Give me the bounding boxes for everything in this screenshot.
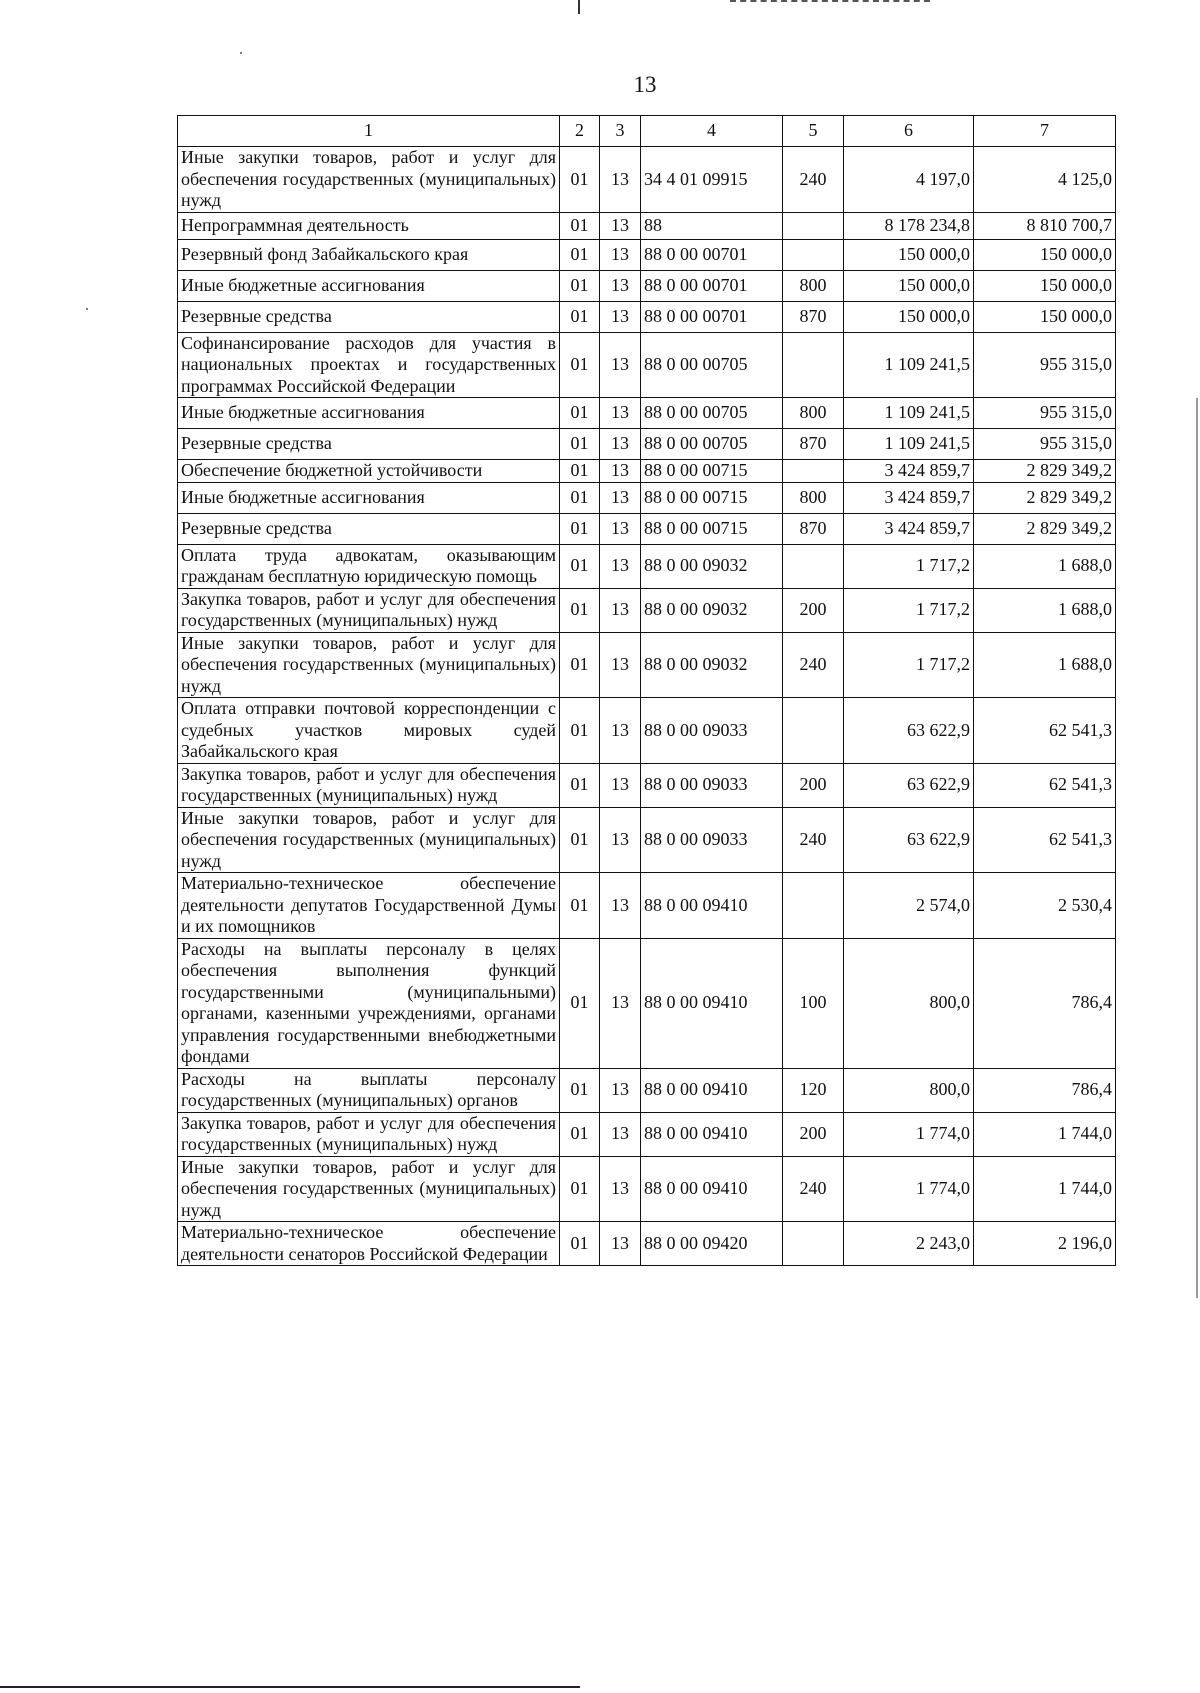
row-label: Иные закупки товаров, работ и услуг для обеспечения государственных (муниципальных) нужд bbox=[178, 147, 560, 213]
table-row bbox=[178, 938, 1116, 1068]
column-header: 6 bbox=[844, 116, 974, 147]
amount-year-1: 63 622,9 bbox=[844, 807, 974, 873]
column-header: 2 bbox=[560, 116, 600, 147]
table-row bbox=[178, 513, 1116, 544]
amount-year-1: 63 622,9 bbox=[844, 763, 974, 807]
table-row bbox=[178, 429, 1116, 460]
target-article-code: 88 0 00 00701 bbox=[641, 270, 783, 301]
amount-year-1: 63 622,9 bbox=[844, 698, 974, 764]
target-article-code: 88 0 00 09033 bbox=[641, 807, 783, 873]
subsection-code: 13 bbox=[600, 482, 641, 513]
row-label: Закупка товаров, работ и услуг для обеспечения государственных (муниципальных) нужд bbox=[178, 1112, 560, 1156]
expense-type-code bbox=[783, 212, 844, 239]
table-row bbox=[178, 873, 1116, 939]
table-row bbox=[178, 398, 1116, 429]
section-code: 01 bbox=[560, 1112, 600, 1156]
amount-year-2: 62 541,3 bbox=[974, 698, 1116, 764]
row-label: Резервные средства bbox=[178, 513, 560, 544]
row-label: Иные закупки товаров, работ и услуг для обеспечения государственных (муниципальных) нужд bbox=[178, 1156, 560, 1222]
table-row bbox=[178, 460, 1116, 483]
section-code: 01 bbox=[560, 588, 600, 632]
amount-year-2: 2 530,4 bbox=[974, 873, 1116, 939]
expense-type-code bbox=[783, 332, 844, 398]
table-row bbox=[178, 698, 1116, 764]
section-code: 01 bbox=[560, 513, 600, 544]
expense-type-code bbox=[783, 1222, 844, 1266]
amount-year-1: 150 000,0 bbox=[844, 301, 974, 332]
row-label: Резервные средства bbox=[178, 429, 560, 460]
expense-type-code: 870 bbox=[783, 301, 844, 332]
section-code: 01 bbox=[560, 332, 600, 398]
expense-type-code: 200 bbox=[783, 1112, 844, 1156]
section-code: 01 bbox=[560, 763, 600, 807]
scan-edge bbox=[1196, 398, 1198, 1298]
table-row bbox=[178, 212, 1116, 239]
table-row bbox=[178, 147, 1116, 213]
table-row bbox=[178, 632, 1116, 698]
row-label: Закупка товаров, работ и услуг для обеспечения государственных (муниципальных) нужд bbox=[178, 763, 560, 807]
row-label: Материально-техническое обеспечение деятельности сенаторов Российской Федерации bbox=[178, 1222, 560, 1266]
amount-year-1: 3 424 859,7 bbox=[844, 482, 974, 513]
amount-year-1: 1 774,0 bbox=[844, 1112, 974, 1156]
amount-year-2: 955 315,0 bbox=[974, 398, 1116, 429]
amount-year-2: 1 688,0 bbox=[974, 632, 1116, 698]
row-label: Иные закупки товаров, работ и услуг для обеспечения государственных (муниципальных) нужд bbox=[178, 807, 560, 873]
expense-type-code bbox=[783, 873, 844, 939]
section-code: 01 bbox=[560, 429, 600, 460]
section-code: 01 bbox=[560, 544, 600, 588]
row-label: Иные закупки товаров, работ и услуг для обеспечения государственных (муниципальных) нужд bbox=[178, 632, 560, 698]
target-article-code: 88 0 00 09033 bbox=[641, 763, 783, 807]
subsection-code: 13 bbox=[600, 632, 641, 698]
target-article-code: 88 0 00 09410 bbox=[641, 873, 783, 939]
section-code: 01 bbox=[560, 301, 600, 332]
row-label: Оплата отправки почтовой корреспонденции с судебных участков мировых судей Забайкальского края bbox=[178, 698, 560, 764]
subsection-code: 13 bbox=[600, 301, 641, 332]
expense-type-code: 240 bbox=[783, 147, 844, 213]
amount-year-1: 2 574,0 bbox=[844, 873, 974, 939]
amount-year-1: 800,0 bbox=[844, 938, 974, 1068]
amount-year-1: 3 424 859,7 bbox=[844, 460, 974, 483]
subsection-code: 13 bbox=[600, 873, 641, 939]
amount-year-1: 1 109 241,5 bbox=[844, 429, 974, 460]
amount-year-2: 2 829 349,2 bbox=[974, 460, 1116, 483]
expense-type-code bbox=[783, 544, 844, 588]
column-header: 7 bbox=[974, 116, 1116, 147]
subsection-code: 13 bbox=[600, 544, 641, 588]
amount-year-2: 2 829 349,2 bbox=[974, 513, 1116, 544]
row-label: Закупка товаров, работ и услуг для обеспечения государственных (муниципальных) нужд bbox=[178, 588, 560, 632]
table-row bbox=[178, 588, 1116, 632]
amount-year-1: 150 000,0 bbox=[844, 270, 974, 301]
scan-speck bbox=[86, 308, 88, 310]
amount-year-1: 1 774,0 bbox=[844, 1156, 974, 1222]
target-article-code: 88 0 00 09032 bbox=[641, 632, 783, 698]
amount-year-2: 2 829 349,2 bbox=[974, 482, 1116, 513]
target-article-code: 88 0 00 09410 bbox=[641, 1156, 783, 1222]
section-code: 01 bbox=[560, 239, 600, 270]
target-article-code: 88 0 00 00715 bbox=[641, 513, 783, 544]
expense-type-code: 240 bbox=[783, 632, 844, 698]
target-article-code: 88 0 00 09032 bbox=[641, 588, 783, 632]
subsection-code: 13 bbox=[600, 1222, 641, 1266]
row-label: Материально-техническое обеспечение деятельности депутатов Государственной Думы и их помощников bbox=[178, 873, 560, 939]
amount-year-2: 62 541,3 bbox=[974, 763, 1116, 807]
table-row bbox=[178, 1222, 1116, 1266]
subsection-code: 13 bbox=[600, 1156, 641, 1222]
page-number: 13 bbox=[633, 72, 657, 97]
target-article-code: 88 0 00 00705 bbox=[641, 429, 783, 460]
expense-type-code: 200 bbox=[783, 763, 844, 807]
subsection-code: 13 bbox=[600, 938, 641, 1068]
expense-type-code: 800 bbox=[783, 398, 844, 429]
section-code: 01 bbox=[560, 632, 600, 698]
amount-year-2: 8 810 700,7 bbox=[974, 212, 1116, 239]
subsection-code: 13 bbox=[600, 460, 641, 483]
expense-type-code bbox=[783, 460, 844, 483]
section-code: 01 bbox=[560, 482, 600, 513]
subsection-code: 13 bbox=[600, 270, 641, 301]
subsection-code: 13 bbox=[600, 763, 641, 807]
amount-year-1: 3 424 859,7 bbox=[844, 513, 974, 544]
scan-edge bbox=[0, 1686, 580, 1688]
subsection-code: 13 bbox=[600, 429, 641, 460]
table-row bbox=[178, 763, 1116, 807]
section-code: 01 bbox=[560, 270, 600, 301]
subsection-code: 13 bbox=[600, 332, 641, 398]
subsection-code: 13 bbox=[600, 513, 641, 544]
row-label: Иные бюджетные ассигнования bbox=[178, 398, 560, 429]
row-label: Резервный фонд Забайкальского края bbox=[178, 239, 560, 270]
expense-type-code: 870 bbox=[783, 429, 844, 460]
target-article-code: 88 0 00 00701 bbox=[641, 239, 783, 270]
expense-type-code: 200 bbox=[783, 588, 844, 632]
expense-type-code: 240 bbox=[783, 807, 844, 873]
row-label: Иные бюджетные ассигнования bbox=[178, 270, 560, 301]
target-article-code: 88 0 00 00715 bbox=[641, 460, 783, 483]
expense-type-code: 100 bbox=[783, 938, 844, 1068]
amount-year-1: 4 197,0 bbox=[844, 147, 974, 213]
amount-year-1: 2 243,0 bbox=[844, 1222, 974, 1266]
target-article-code: 88 bbox=[641, 212, 783, 239]
target-article-code: 88 0 00 00705 bbox=[641, 332, 783, 398]
column-header: 4 bbox=[641, 116, 783, 147]
amount-year-1: 8 178 234,8 bbox=[844, 212, 974, 239]
section-code: 01 bbox=[560, 398, 600, 429]
column-header: 5 bbox=[783, 116, 844, 147]
row-label: Непрограммная деятельность bbox=[178, 212, 560, 239]
amount-year-1: 1 109 241,5 bbox=[844, 332, 974, 398]
scan-mark bbox=[578, 0, 580, 14]
target-article-code: 88 0 00 09033 bbox=[641, 698, 783, 764]
amount-year-2: 150 000,0 bbox=[974, 239, 1116, 270]
subsection-code: 13 bbox=[600, 1112, 641, 1156]
section-code: 01 bbox=[560, 1222, 600, 1266]
amount-year-1: 1 717,2 bbox=[844, 544, 974, 588]
subsection-code: 13 bbox=[600, 147, 641, 213]
subsection-code: 13 bbox=[600, 1068, 641, 1112]
column-header: 3 bbox=[600, 116, 641, 147]
target-article-code: 88 0 00 09410 bbox=[641, 1068, 783, 1112]
subsection-code: 13 bbox=[600, 588, 641, 632]
section-code: 01 bbox=[560, 698, 600, 764]
subsection-code: 13 bbox=[600, 212, 641, 239]
amount-year-2: 786,4 bbox=[974, 1068, 1116, 1112]
scan-speck bbox=[240, 52, 242, 54]
table-row bbox=[178, 239, 1116, 270]
target-article-code: 88 0 00 09032 bbox=[641, 544, 783, 588]
row-label: Оплата труда адвокатам, оказывающим гражданам бесплатную юридическую помощь bbox=[178, 544, 560, 588]
row-label: Резервные средства bbox=[178, 301, 560, 332]
section-code: 01 bbox=[560, 1068, 600, 1112]
table-row bbox=[178, 1156, 1116, 1222]
amount-year-2: 150 000,0 bbox=[974, 270, 1116, 301]
amount-year-2: 2 196,0 bbox=[974, 1222, 1116, 1266]
section-code: 01 bbox=[560, 938, 600, 1068]
row-label: Иные бюджетные ассигнования bbox=[178, 482, 560, 513]
target-article-code: 88 0 00 00701 bbox=[641, 301, 783, 332]
amount-year-1: 150 000,0 bbox=[844, 239, 974, 270]
amount-year-2: 955 315,0 bbox=[974, 429, 1116, 460]
expense-type-code bbox=[783, 698, 844, 764]
table-row bbox=[178, 1068, 1116, 1112]
section-code: 01 bbox=[560, 807, 600, 873]
amount-year-1: 800,0 bbox=[844, 1068, 974, 1112]
scan-mark bbox=[730, 0, 930, 4]
amount-year-2: 150 000,0 bbox=[974, 301, 1116, 332]
expense-type-code: 870 bbox=[783, 513, 844, 544]
row-label: Софинансирование расходов для участия в национальных проектах и государственных программах Российской Федерации bbox=[178, 332, 560, 398]
table-row bbox=[178, 332, 1116, 398]
subsection-code: 13 bbox=[600, 698, 641, 764]
expense-type-code: 120 bbox=[783, 1068, 844, 1112]
row-label: Расходы на выплаты персоналу государственных (муниципальных) органов bbox=[178, 1068, 560, 1112]
target-article-code: 88 0 00 00715 bbox=[641, 482, 783, 513]
amount-year-2: 1 688,0 bbox=[974, 544, 1116, 588]
amount-year-1: 1 717,2 bbox=[844, 632, 974, 698]
target-article-code: 88 0 00 09420 bbox=[641, 1222, 783, 1266]
section-code: 01 bbox=[560, 460, 600, 483]
column-header: 1 bbox=[178, 116, 560, 147]
expense-type-code: 800 bbox=[783, 482, 844, 513]
amount-year-2: 1 688,0 bbox=[974, 588, 1116, 632]
amount-year-2: 786,4 bbox=[974, 938, 1116, 1068]
amount-year-2: 4 125,0 bbox=[974, 147, 1116, 213]
target-article-code: 34 4 01 09915 bbox=[641, 147, 783, 213]
section-code: 01 bbox=[560, 147, 600, 213]
amount-year-1: 1 717,2 bbox=[844, 588, 974, 632]
amount-year-1: 1 109 241,5 bbox=[844, 398, 974, 429]
subsection-code: 13 bbox=[600, 239, 641, 270]
section-code: 01 bbox=[560, 873, 600, 939]
table-row bbox=[178, 270, 1116, 301]
section-code: 01 bbox=[560, 1156, 600, 1222]
table-row bbox=[178, 301, 1116, 332]
target-article-code: 88 0 00 00705 bbox=[641, 398, 783, 429]
amount-year-2: 1 744,0 bbox=[974, 1112, 1116, 1156]
table-header-row bbox=[178, 116, 1116, 147]
section-code: 01 bbox=[560, 212, 600, 239]
target-article-code: 88 0 00 09410 bbox=[641, 1112, 783, 1156]
subsection-code: 13 bbox=[600, 398, 641, 429]
amount-year-2: 955 315,0 bbox=[974, 332, 1116, 398]
amount-year-2: 1 744,0 bbox=[974, 1156, 1116, 1222]
amount-year-2: 62 541,3 bbox=[974, 807, 1116, 873]
row-label: Обеспечение бюджетной устойчивости bbox=[178, 460, 560, 483]
budget-table bbox=[177, 115, 1116, 1266]
table-row bbox=[178, 544, 1116, 588]
table-row bbox=[178, 482, 1116, 513]
expense-type-code bbox=[783, 239, 844, 270]
subsection-code: 13 bbox=[600, 807, 641, 873]
target-article-code: 88 0 00 09410 bbox=[641, 938, 783, 1068]
expense-type-code: 240 bbox=[783, 1156, 844, 1222]
row-label: Расходы на выплаты персоналу в целях обеспечения выполнения функций государственными (муниципальными) органами, казенными учреждениями, органами управления государственными внебюджетными фондами bbox=[178, 938, 560, 1068]
table-row bbox=[178, 1112, 1116, 1156]
table-row bbox=[178, 807, 1116, 873]
expense-type-code: 800 bbox=[783, 270, 844, 301]
